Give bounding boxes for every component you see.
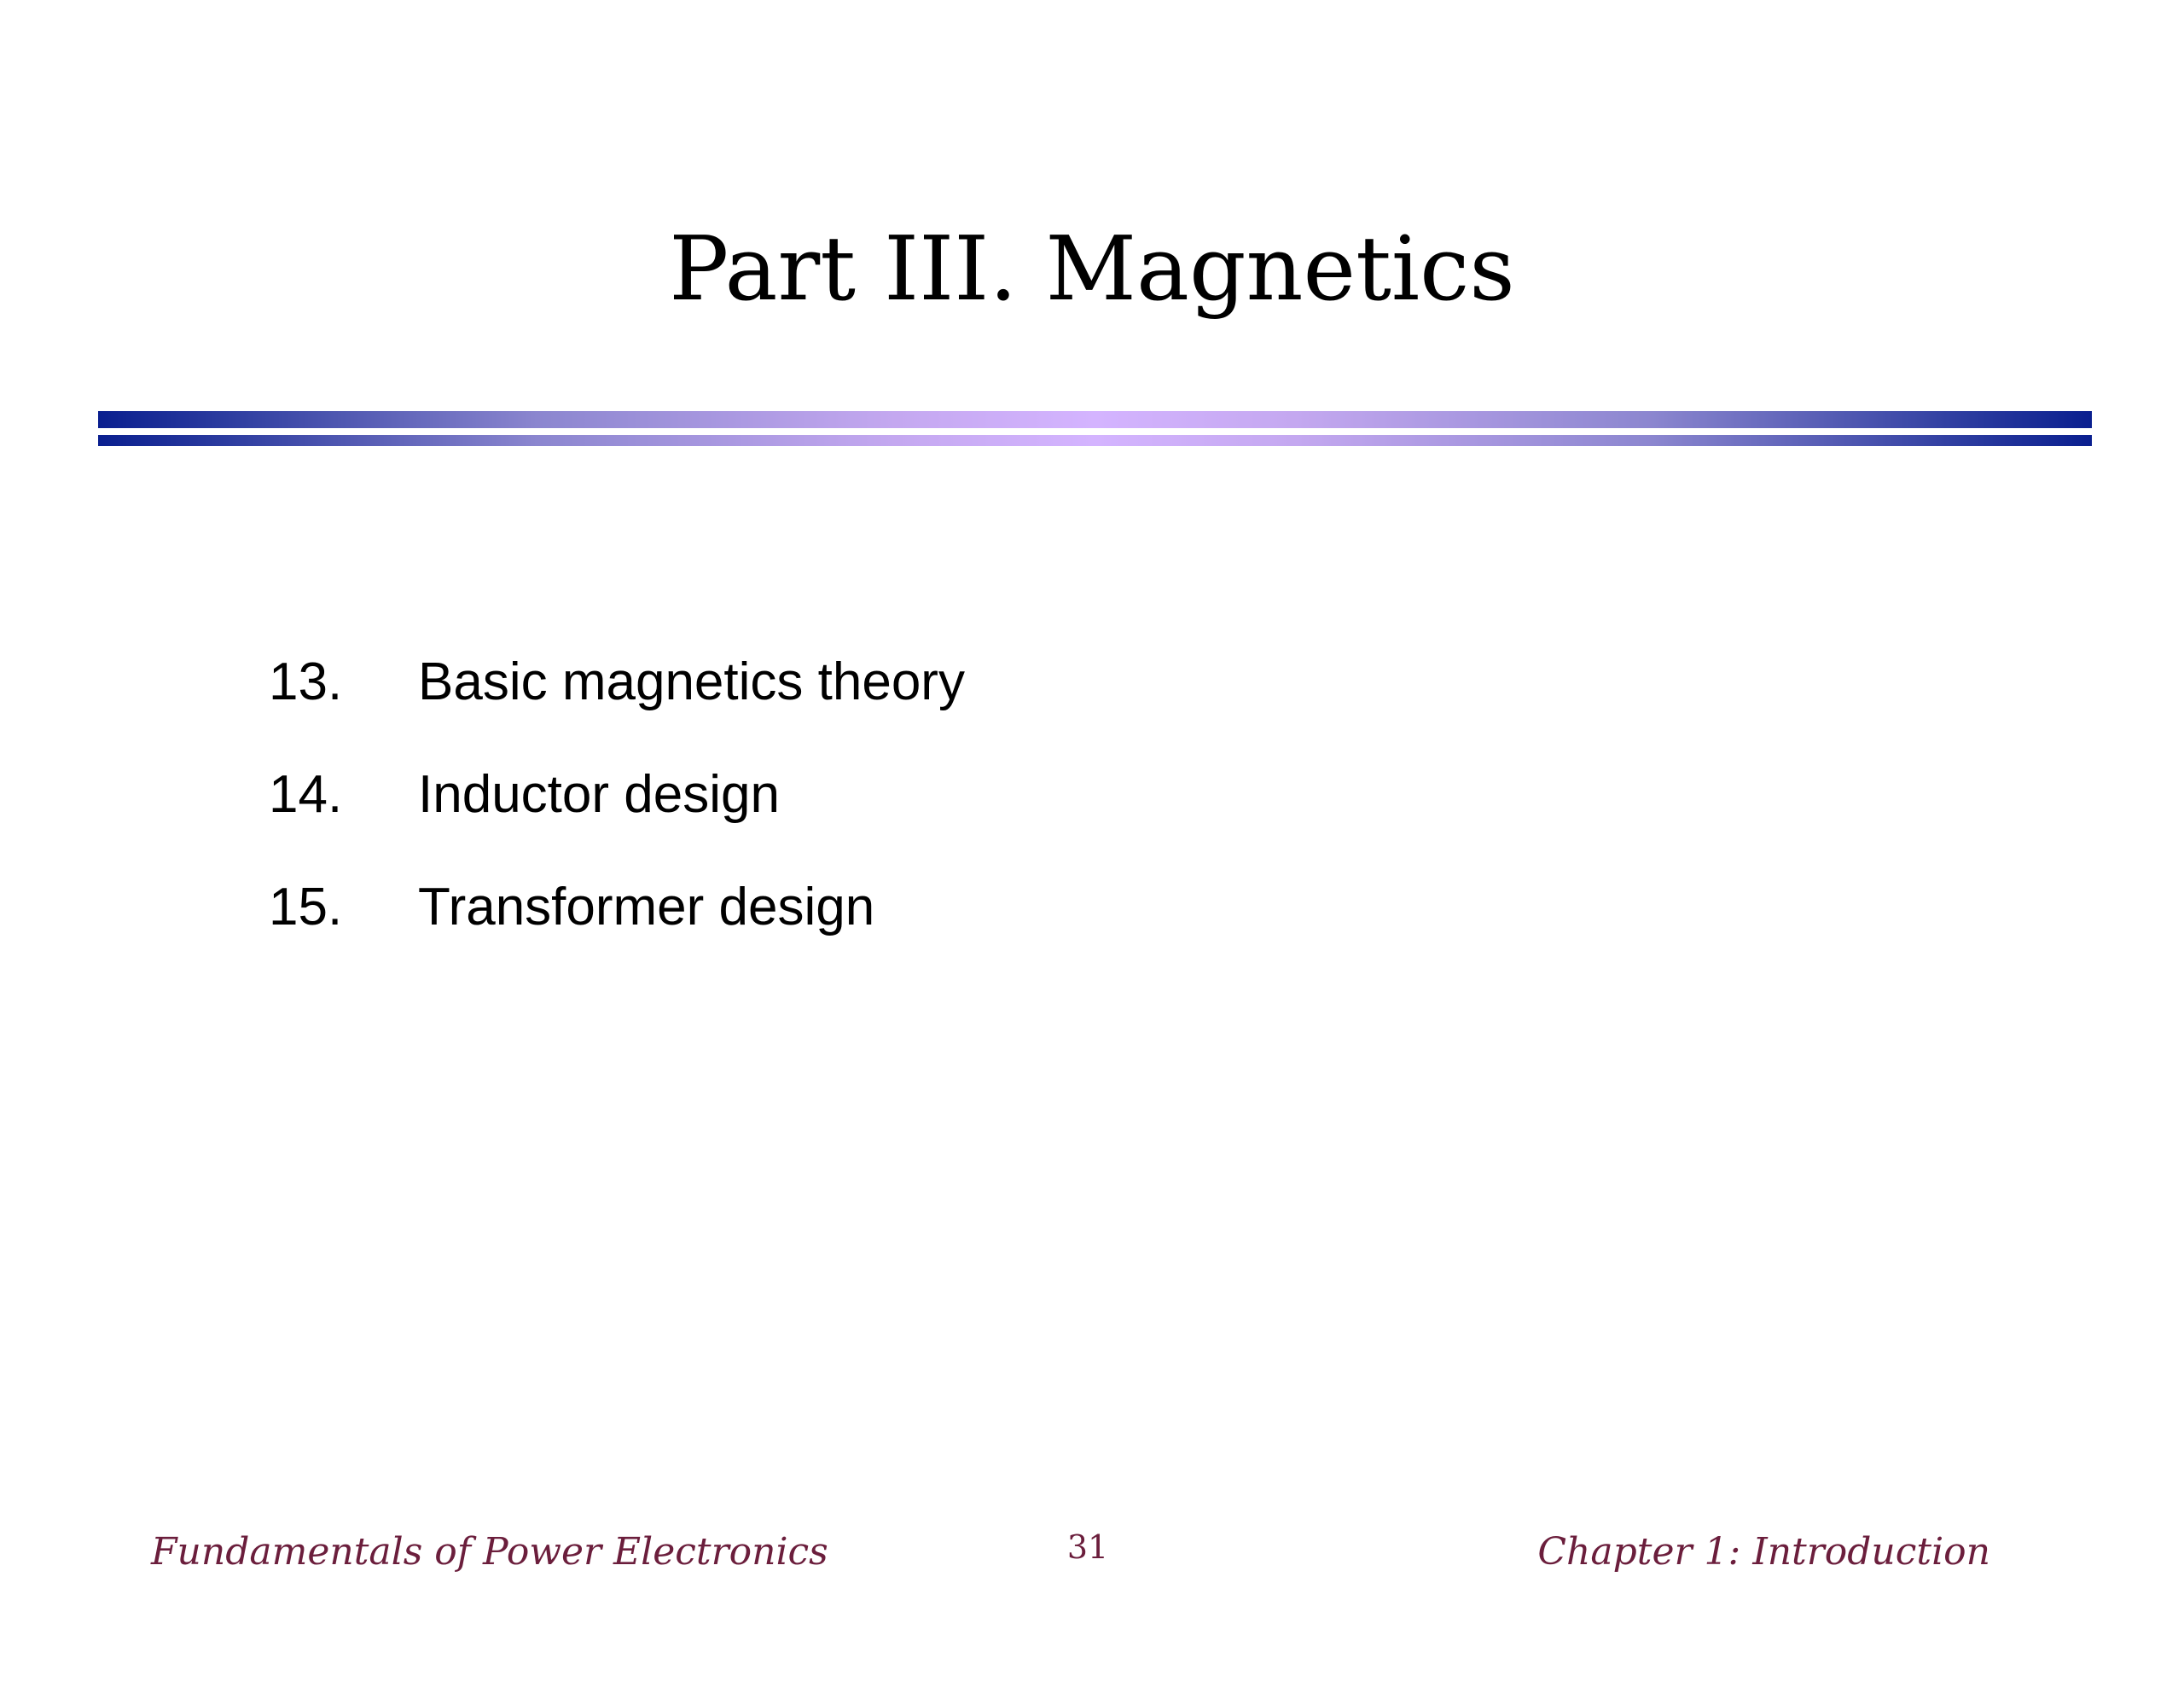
slide-title: Part III. Magnetics bbox=[669, 217, 1515, 321]
footer-book-title: Fundamentals of Power Electronics bbox=[151, 1530, 828, 1574]
title-rule-thin bbox=[98, 435, 2092, 446]
title-rule-thick bbox=[98, 411, 2092, 428]
chapter-list bbox=[269, 641, 965, 979]
footer-chapter-title: Chapter 1: Introduction bbox=[1537, 1530, 1990, 1574]
footer-page-number: 31 bbox=[1066, 1528, 1109, 1566]
list-item-label: Basic magnetics theory bbox=[418, 652, 965, 711]
list-item-label: Inductor design bbox=[418, 765, 780, 824]
list-item bbox=[269, 867, 965, 979]
list-item-number: 14. bbox=[269, 765, 343, 824]
list-item bbox=[269, 641, 965, 754]
list-item-label: Transformer design bbox=[418, 878, 875, 936]
list-item-number: 15. bbox=[269, 878, 343, 936]
list-item-number: 13. bbox=[269, 652, 343, 711]
list-item bbox=[269, 754, 965, 867]
